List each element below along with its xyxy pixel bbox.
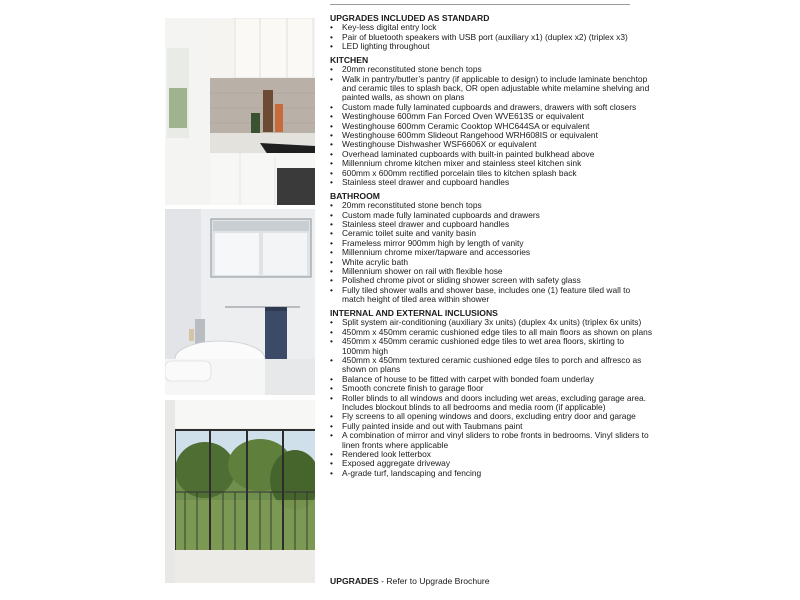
list-item-line: • 450mm x 450mm ceramic cushioned edge tiles to wet area floors, skirting to [342, 336, 625, 347]
list-item-line: • Exposed aggregate driveway [342, 458, 451, 469]
upgrades-label: UPGRADES [330, 576, 379, 586]
list-item-line: • Westinghouse 600mm Slideout Rangehood WRH608IS or equivalent [342, 129, 598, 140]
list-item-line: • Westinghouse 600mm Ceramic Cooktop WHC644SA or equivalent [342, 120, 590, 131]
list-item [330, 286, 640, 305]
list-item-line: • A combination of mirror and vinyl sliders to robe fronts in bedrooms. Vinyl sliders to [342, 430, 649, 441]
bullet-list [330, 23, 640, 51]
list-item-line: • Split system air-conditioning (auxiliary 3x units) (duplex 4x units) (triplex 6x units) [342, 317, 642, 328]
section-2 [330, 191, 640, 305]
list-item-line: • Polished chrome pivot or sliding shower screen with safety glass [342, 275, 581, 286]
list-item-line: • White acrylic bath [342, 256, 409, 267]
list-item-line: • Walk in pantry/butler’s pantry (if applicable to design) to include laminate benchtop [342, 73, 648, 84]
list-item-line: • A-grade turf, landscaping and fencing [342, 467, 482, 478]
bullet-list [330, 201, 640, 304]
list-item-line: • 20mm reconstituted stone bench tops [342, 200, 482, 211]
list-item [330, 356, 640, 375]
section-heading: UPGRADES INCLUDED AS STANDARD [330, 13, 490, 23]
list-item-line: • 600mm x 600mm rectified porcelain tiles to kitchen splash back [342, 167, 577, 178]
list-item-line: • Pair of bluetooth speakers with USB port (auxiliary x1) (duplex x2) (triplex x3) [342, 31, 628, 42]
list-item-line: • Custom made fully laminated cupboards and drawers, drawers with soft closers [342, 101, 637, 112]
section-1 [330, 54, 650, 187]
list-item [330, 73, 650, 103]
section-3 [330, 308, 653, 478]
section-0 [330, 13, 640, 51]
list-item-line: • Smooth concrete finish to garage floor [342, 383, 484, 394]
bullet-list [330, 317, 653, 478]
list-item-line: • Stainless steel drawer and cupboard handles [342, 218, 510, 229]
list-item-line: Includes blockout blinds to all bedrooms and media room (if applicable) [342, 401, 606, 412]
list-item [330, 178, 640, 187]
list-item [330, 337, 640, 356]
upgrades-text: - Refer to Upgrade Brochure [378, 576, 490, 586]
section-heading: INTERNAL AND EXTERNAL INCLUSIONS [330, 308, 498, 319]
list-item [330, 469, 640, 478]
list-item-line: • Ceramic toilet suite and vanity basin [342, 228, 477, 239]
list-item-line: shown on plans [342, 364, 401, 375]
list-item-line: • Millennium chrome mixer/tapware and accessories [342, 247, 531, 258]
list-item-line: • Key-less digital entry lock [342, 22, 437, 33]
list-item-line: and ceramic tiles to splash back, OR open adjustable white melamine shelving and [342, 82, 650, 93]
list-item-line: • Fully tiled shower walls and shower base, includes one (1) feature tiled wall to [342, 284, 631, 295]
list-item-line: match height of tiled area within shower [342, 294, 490, 305]
list-item-line: • Overhead laminated cupboards with built-in painted bulkhead above [342, 148, 595, 159]
list-item-line: • Roller blinds to all windows and doors including wet areas, excluding garage area. [342, 392, 647, 403]
list-item-line: • Millennium shower on rail with flexible hose [342, 265, 503, 276]
specification-list [330, 13, 653, 482]
section-heading: BATHROOM [330, 190, 380, 201]
bullet-list [330, 64, 650, 187]
list-item-line: • Stainless steel drawer and cupboard handles [342, 177, 510, 187]
kitchen-photo [165, 18, 315, 205]
list-item [330, 430, 649, 450]
bathroom-photo [165, 209, 315, 395]
list-item-line: • Fly screens to all opening windows and doors, excluding entry door and garage [342, 411, 636, 422]
list-item-line: • Westinghouse Dishwasher WSF6606X or equivalent [342, 139, 537, 150]
list-item-line: • Fully painted inside and out with Taubmans paint [342, 420, 523, 431]
list-item-line: • 450mm x 450mm textured ceramic cushioned edge tiles to porch and alfresco as [342, 354, 642, 365]
list-item-line: 100mm high [342, 345, 389, 356]
list-item-line: painted walls, as shown on plans [342, 92, 465, 103]
list-item-line: linen fronts where applicable [342, 439, 449, 450]
section-heading: KITCHEN [330, 54, 369, 65]
list-item-line: • Westinghouse 600mm Fan Forced Oven WVE613S or equivalent [342, 111, 584, 122]
list-item-line: • Balance of house to be fitted with carpet with bonded foam underlay [342, 373, 594, 384]
list-item-line: • 20mm reconstituted stone bench tops [342, 64, 482, 75]
list-item [330, 392, 647, 413]
living-area-photo [165, 400, 315, 583]
top-rule [330, 4, 630, 5]
list-item-line: • Rendered look letterbox [342, 448, 431, 459]
list-item [330, 42, 640, 51]
upgrades-note [330, 574, 490, 586]
list-item-line: • Custom made fully laminated cupboards and drawers [342, 209, 540, 220]
list-item-line: • LED lighting throughout [342, 41, 430, 52]
list-item-line: • Frameless mirror 900mm high by length of vanity [342, 237, 524, 248]
list-item-line: • 450mm x 450mm ceramic cushioned edge tiles to all main floors as shown on plans [342, 326, 653, 337]
list-item-line: • Millennium chrome kitchen mixer and stainless steel kitchen sink [342, 158, 582, 169]
